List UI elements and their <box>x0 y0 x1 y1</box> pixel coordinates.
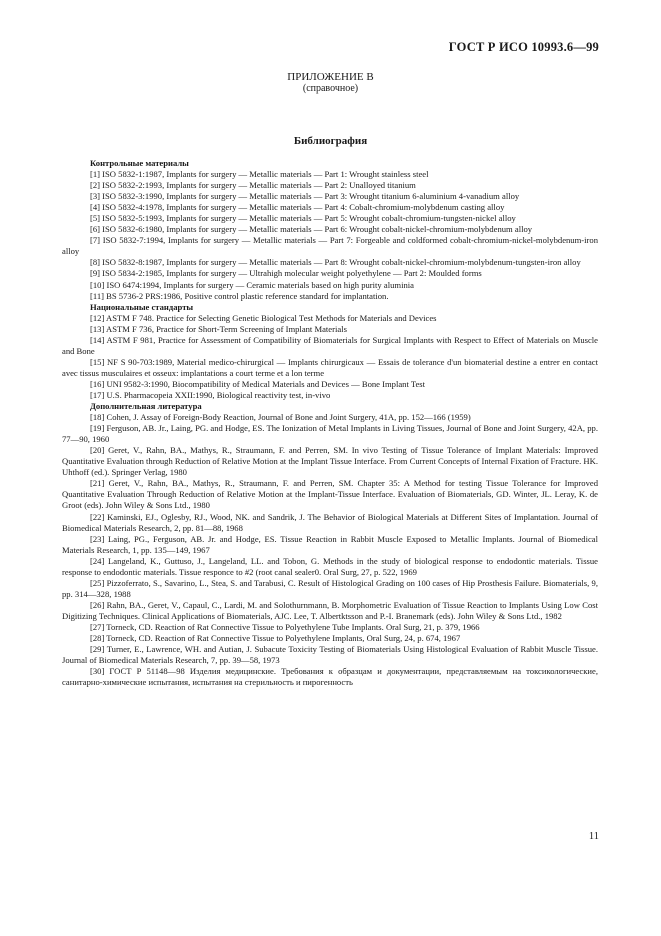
appendix-subtitle: (справочное) <box>302 83 359 94</box>
document-standard-header: ГОСТ Р ИСО 10993.6—99 <box>448 40 599 54</box>
reference-entry: [17] U.S. Pharmacopeia XXII:1990, Biological reactivity test, in-vivo <box>90 389 331 400</box>
reference-entry: [24] Langeland, K., Guttuso, J., Langeland, LL. and Tobon, G. Methods in the study of biological response to endodontic materials. Tissue response to endodontic materials. Tissue responce to #2 (root canal sealer0. Oral Surg, 27, p. 522, 1969 <box>62 555 598 577</box>
section-heading: Национальные стандарты <box>90 301 194 312</box>
reference-entry: [14] ASTM F 981, Practice for Assessment of Compatibility of Biomaterials for Surgical Implants with Respect to Effect of Materials on Muscle and Bone <box>62 334 598 356</box>
reference-entry: [4] ISO 5832-4:1978, Implants for surgery — Metallic materials — Part 4: Cobalt-chromium-molybdenum casting alloy <box>90 202 505 213</box>
reference-entry: [15] NF S 90-703:1989, Material medico-chirurgical — Implants chirurgicaux — Essais de tolerance d'un biomaterial destine a entrer en contact avec tissus musculaires et osseux: implantations a court terme et a lon terme <box>62 356 598 378</box>
reference-entry: [20] Geret, V., Rahn, BA., Mathys, R., Straumann, F. and Perren, SM. In vivo Testing of Tissue Tolerance of Implant Materials: Improved Quantitative Evaluation through Reduction of Relative Motion at the Implant Tissue Interface. From Current Concepts of Internal Fixation of Fracture. HK. Uhthoff (ed.). Springer Verlag, 1980 <box>62 445 598 478</box>
reference-entry: [28] Torneck, CD. Reaction of Rat Connective Tissue to Polyethylene Implants, Oral Surg, 24, p. 674, 1967 <box>90 633 461 644</box>
reference-entry: [11] BS 5736-2 PRS:1986, Positive control plastic reference standard for implantation. <box>90 290 389 301</box>
bibliography-title: Библиография <box>293 135 368 147</box>
reference-entry: [13] ASTM F 736, Practice for Short-Term Screening of Implant Materials <box>90 323 347 334</box>
section-heading: Контрольные материалы <box>90 158 189 168</box>
reference-entry: [5] ISO 5832-5:1993, Implants for surgery — Metallic materials — Part 5: Wrought cobalt-chromium-tungsten-nickel alloy <box>90 213 516 224</box>
reference-entry: [1] ISO 5832-1:1987, Implants for surgery — Metallic materials — Part 1: Wrought stainless steel <box>90 169 429 180</box>
reference-entry: [27] Torneck, CD. Reaction of Rat Connective Tissue to Polyethylene Tube Implants. Oral Surg, 21, p. 379, 1966 <box>90 621 480 632</box>
appendix-title: ПРИЛОЖЕНИЕ В <box>287 71 374 83</box>
section-heading: Дополнительная литература <box>90 401 202 412</box>
reference-entry: [6] ISO 5832-6:1980, Implants for surgery — Metallic materials — Part 6: Wrought cobalt-nickel-chromium-molybdenum alloy <box>90 224 533 235</box>
reference-entry: [25] Pizzoferrato, S., Savarino, L., Stea, S. and Tarabusi, C. Result of Histological Grading on 100 cases of Hip Prosthesis Failure. Biomaterials, 9, pp. 314—328, 1988 <box>62 577 598 599</box>
appendix-heading <box>0 71 661 95</box>
page-number: 11 <box>588 831 599 842</box>
reference-entry: [7] ISO 5832-7:1994, Implants for surgery — Metallic materials — Part 7: Forgeable and coldformed cobalt-chromium-nickel-molybdenum-iron alloy <box>62 235 598 257</box>
reference-entry: [18] Cohen, J. Assay of Foreign-Body Reaction, Journal of Bone and Joint Surgery, 41A, pp. 152—166 (1959) <box>90 412 471 423</box>
reference-entry: [12] ASTM F 748. Practice for Selecting Genetic Biological Test Methods for Materials and Devices <box>90 312 437 323</box>
reference-entry: [30] ГОСТ Р 51148—98 Изделия медицинские. Требования к образцам и документации, представляемым на токсикологические, санитарно-химические испытания, испытания на стерильность и пирогенность <box>62 666 598 688</box>
reference-entry: [22] Kaminski, EJ., Oglesby, RJ., Wood, NK. and Sandrik, J. The Behavior of Biological Materials at Different Sites of Implantation. Journal of Biomedical Materials Research, 2, pp. 81—88, 1968 <box>62 511 598 533</box>
bibliography-list <box>62 158 598 688</box>
reference-entry: [9] ISO 5834-2:1985, Implants for surgery — Ultrahigh molecular weight polyethylene — Part 2: Moulded forms <box>90 268 482 279</box>
reference-entry: [26] Rahn, BA., Geret, V., Capaul, C., Lardi, M. and Solothurnmann, B. Morphometric Evaluation of Tissue Reaction to Implants Using Low Cost Digitizing Techniques. Clinical Applications of Biomaterials, AJC. Lee, T. Albertktsson and P.-I. Branemark (eds). John Wiley & Sons Ltd., 1982 <box>62 599 598 621</box>
reference-entry: [8] ISO 5832-8:1987, Implants for surgery — Metallic materials — Part 8: Wrought cobalt-nickel-chromium-molybdenum-tungsten-iron alloy <box>90 257 581 268</box>
reference-entry: [10] ISO 6474:1994, Implants for surgery — Ceramic materials based on high purity aluminia <box>90 279 414 290</box>
reference-entry: [19] Ferguson, AB. Jr., Laing, PG. and Hodge, ES. The Ionization of Metal Implants in Living Tissues, Journal of Bone and Joint Surgery, 42A, pp. 77—90, 1960 <box>62 423 598 445</box>
reference-entry: [29] Turner, E., Lawrence, WH. and Autian, J. Subacute Toxicity Testing of Biomaterials Using Histological Evaluation of Rabbit Muscle Tissue. Journal of Biomedical Materials Research, 7, pp. 39—58, 1973 <box>62 644 598 666</box>
reference-entry: [2] ISO 5832-2:1993, Implants for surgery — Metallic materials — Part 2: Unalloyed titanium <box>90 180 416 191</box>
reference-entry: [23] Laing, PG., Ferguson, AB. Jr. and Hodge, ES. Tissue Reaction in Rabbit Muscle Exposed to Metallic Implants. Journal of Biomedical Materials Research, 1, pp. 135—149, 1967 <box>62 533 598 555</box>
reference-entry: [16] UNI 9582-3:1990, Biocompatibility of Medical Materials and Devices — Bone Implant Test <box>90 378 426 389</box>
reference-entry: [3] ISO 5832-3:1990, Implants for surgery — Metallic materials — Part 3: Wrought titanium 6-aluminium 4-vanadium alloy <box>90 191 520 202</box>
reference-entry: [21] Geret, V., Rahn, BA., Mathys, R., Straumann, F. and Perren, SM. Chapter 35: A Method for testing Tissue Tolerance for Improved Quantitative Evaluation Through Reduction of Relative Motion at the Implant-Tissue Interface. Evaluation of Biomaterials, GD. Winter, JL. Leray, K. de Groot (eds). John Wiley & Sons Ltd., 1980 <box>62 478 598 511</box>
